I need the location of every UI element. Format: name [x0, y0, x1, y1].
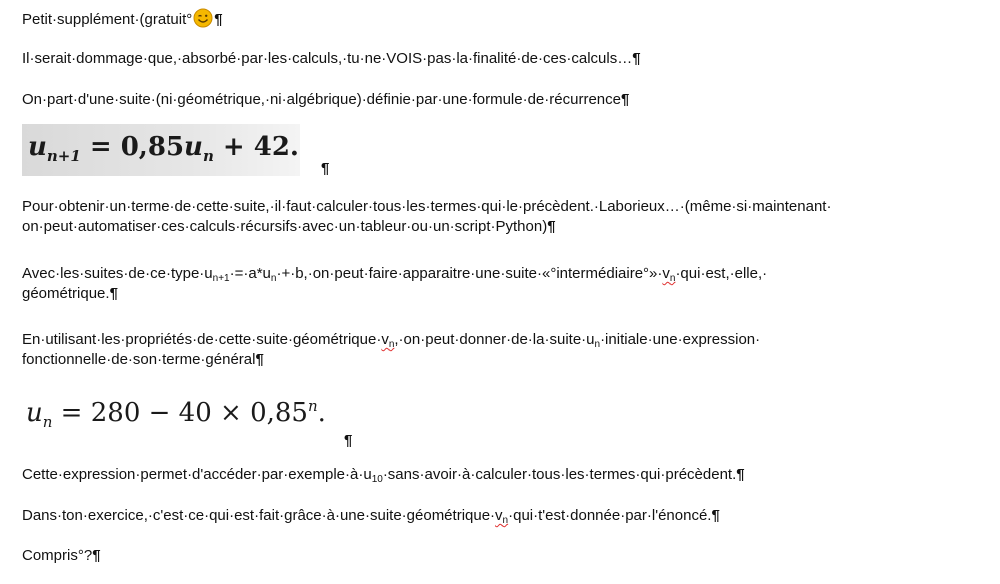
pilcrow-mark: ¶: [711, 507, 720, 524]
paragraph-text: ·initiale·une·expression·: [600, 331, 761, 348]
paragraph-suite: [22, 90, 629, 110]
var-v: v: [495, 507, 503, 524]
formula-var: u: [28, 132, 47, 162]
paragraph-text: géométrique.: [22, 285, 110, 302]
formula-superscript: n: [307, 397, 318, 415]
paragraph-text: ·qui·t'est·donnée·par·l'énoncé.: [508, 507, 712, 524]
subscript: n: [388, 339, 395, 350]
spellcheck-word[interactable]: [662, 265, 675, 282]
paragraph-expression: [22, 465, 745, 485]
paragraph-text: Dans·ton·exercice,·c'est·ce·qui·est·fait·grâce·à·une·suite·géométrique·: [22, 507, 496, 524]
paragraph-laborieux: [22, 197, 831, 237]
pilcrow-mark: ¶: [344, 432, 353, 449]
paragraph-text: Compris°?: [22, 547, 93, 564]
formula-part: .: [317, 398, 326, 428]
formula-part: = 280 − 40 × 0,85: [52, 398, 308, 428]
paragraph-text: ,·on·peut·donner·de·la·suite·u: [394, 331, 595, 348]
formula-recurrence: [28, 132, 299, 165]
pilcrow-mark: ¶: [255, 351, 264, 368]
paragraph-line: [22, 264, 767, 284]
pilcrow-mark: ¶: [214, 11, 223, 28]
paragraph-line: [22, 330, 760, 350]
paragraph-text: ·sans·avoir·à·calculer·tous·les·termes·qui·précèdent.: [382, 466, 737, 483]
pilcrow-mark: ¶: [632, 50, 641, 67]
formula-var: u: [184, 132, 203, 162]
paragraph-line: Pour·obtenir·un·terme·de·cette·suite,·il·faut·calculer·tous·les·termes·qui·le·précèdent.·Laborieux…·(même·si·maintenant·: [22, 198, 832, 215]
paragraph-dommage: [22, 49, 641, 69]
paragraph-line: [22, 350, 760, 370]
paragraph-text: Il·serait·dommage·que,·absorbé·par·les·calculs,·tu·ne·VOIS·pas·la·finalité·de·ces·calculs…: [22, 50, 633, 67]
paragraph-utilisant: [22, 330, 760, 370]
formula-var: u: [26, 398, 43, 428]
pilcrow-mark: ¶: [736, 466, 745, 483]
pilcrow-mark: ¶: [92, 547, 101, 564]
formula-part: = 0,85: [80, 132, 185, 162]
subscript: 10: [371, 474, 383, 485]
paragraph-text: On·part·d'une·suite·(ni·géométrique,·ni·algébrique)·définie·par·une·formule·de·récurrence: [22, 91, 621, 108]
paragraph-line: [22, 217, 831, 237]
pilcrow-mark: ¶: [321, 160, 330, 177]
paragraph-compris: [22, 546, 101, 566]
formula-general-term: [26, 397, 326, 431]
paragraph-text: ·qui·est,·elle,·: [675, 265, 768, 282]
paragraph-text: Avec·les·suites·de·ce·type·u: [22, 265, 213, 282]
paragraph-text: En·utilisant·les·propriétés·de·cette·suite·géométrique·: [22, 331, 382, 348]
pilcrow-mark: ¶: [547, 218, 556, 235]
paragraph-line: [22, 284, 767, 304]
paragraph-text: ·=·a*u: [229, 265, 271, 282]
paragraph-text: ·+·b,·on·peut·faire·apparaitre·une·suite·«°intermédiaire°»·: [276, 265, 663, 282]
paragraph-text: on·peut·automatiser·ces·calculs·récursifs·avec·un·tableur·ou·un·script·Python): [22, 218, 548, 235]
formula-subscript: n+1: [46, 147, 81, 165]
paragraph-intro: [22, 8, 223, 30]
smiling-face-icon: [193, 8, 213, 28]
paragraph-type: [22, 264, 767, 304]
subscript: n: [594, 339, 601, 350]
paragraph-text: fonctionnelle·de·son·terme·général: [22, 351, 256, 368]
paragraph-exercice: [22, 506, 720, 526]
subscript: n+1: [212, 273, 230, 284]
formula-subscript: n: [42, 413, 53, 431]
subscript: n: [502, 515, 509, 526]
paragraph-text: Cette·expression·permet·d'accéder·par·exemple·à·u: [22, 466, 372, 483]
intro-text: Petit·supplément·(gratuit°: [22, 11, 193, 28]
var-v: v: [662, 265, 670, 282]
spellcheck-word[interactable]: [381, 331, 394, 348]
spellcheck-word[interactable]: [495, 507, 508, 524]
formula-part: + 42.: [213, 132, 299, 162]
pilcrow-mark: ¶: [620, 91, 630, 108]
formula-subscript: n: [202, 147, 214, 165]
subscript: n: [270, 273, 277, 284]
pilcrow-mark: ¶: [109, 285, 118, 302]
subscript: n: [669, 273, 676, 284]
var-v: v: [381, 331, 389, 348]
